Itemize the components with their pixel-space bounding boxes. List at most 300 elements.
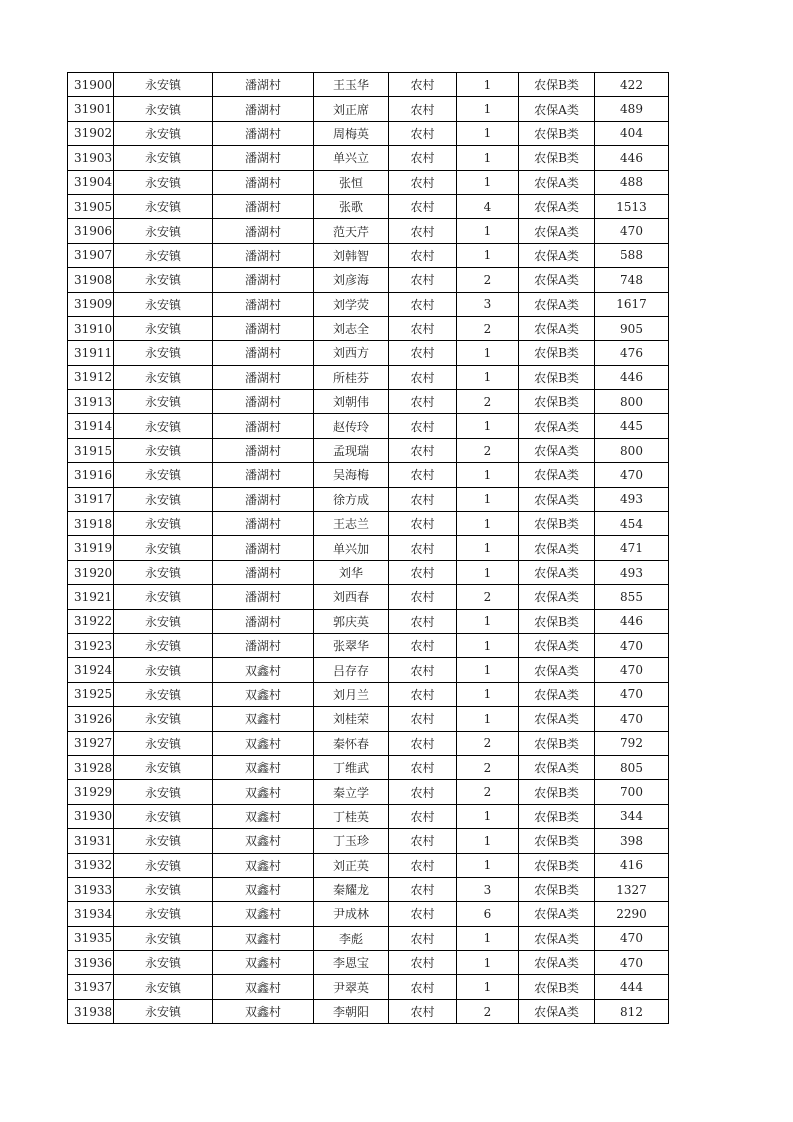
amount-cell: 1513 [595, 194, 669, 218]
row-id-cell: 31901 [68, 97, 114, 121]
table-row [68, 755, 669, 779]
town-cell: 永安镇 [114, 121, 213, 145]
household-type-cell: 农村 [389, 951, 457, 975]
town-cell: 永安镇 [114, 853, 213, 877]
row-id-cell: 31906 [68, 219, 114, 243]
insurance-category-cell: 农保B类 [519, 73, 595, 97]
insurance-category-cell: 农保A类 [519, 999, 595, 1023]
household-type-cell: 农村 [389, 829, 457, 853]
village-cell: 双鑫村 [213, 926, 314, 950]
member-count-cell: 1 [457, 560, 519, 584]
amount-cell: 812 [595, 999, 669, 1023]
table-row [68, 97, 669, 121]
member-count-cell: 1 [457, 658, 519, 682]
table-row [68, 926, 669, 950]
member-count-cell: 6 [457, 902, 519, 926]
amount-cell: 344 [595, 804, 669, 828]
household-type-cell: 农村 [389, 512, 457, 536]
person-name-cell: 李恩宝 [314, 951, 389, 975]
household-type-cell: 农村 [389, 438, 457, 462]
amount-cell: 446 [595, 146, 669, 170]
person-name-cell: 周梅英 [314, 121, 389, 145]
village-cell: 双鑫村 [213, 902, 314, 926]
amount-cell: 446 [595, 365, 669, 389]
member-count-cell: 2 [457, 268, 519, 292]
village-cell: 双鑫村 [213, 780, 314, 804]
household-type-cell: 农村 [389, 975, 457, 999]
row-id-cell: 31924 [68, 658, 114, 682]
village-cell: 潘湖村 [213, 512, 314, 536]
person-name-cell: 刘月兰 [314, 682, 389, 706]
row-id-cell: 31938 [68, 999, 114, 1023]
town-cell: 永安镇 [114, 170, 213, 194]
household-type-cell: 农村 [389, 463, 457, 487]
village-cell: 双鑫村 [213, 755, 314, 779]
amount-cell: 471 [595, 536, 669, 560]
row-id-cell: 31930 [68, 804, 114, 828]
household-type-cell: 农村 [389, 341, 457, 365]
insurance-category-cell: 农保A类 [519, 243, 595, 267]
town-cell: 永安镇 [114, 512, 213, 536]
village-cell: 潘湖村 [213, 585, 314, 609]
member-count-cell: 1 [457, 853, 519, 877]
amount-cell: 416 [595, 853, 669, 877]
member-count-cell: 4 [457, 194, 519, 218]
insurance-category-cell: 农保A类 [519, 170, 595, 194]
member-count-cell: 3 [457, 292, 519, 316]
member-count-cell: 1 [457, 219, 519, 243]
member-count-cell: 2 [457, 438, 519, 462]
household-type-cell: 农村 [389, 560, 457, 584]
village-cell: 潘湖村 [213, 463, 314, 487]
table-row [68, 438, 669, 462]
person-name-cell: 刘学荧 [314, 292, 389, 316]
member-count-cell: 1 [457, 804, 519, 828]
person-name-cell: 赵传玲 [314, 414, 389, 438]
row-id-cell: 31935 [68, 926, 114, 950]
insurance-category-cell: 农保A类 [519, 268, 595, 292]
row-id-cell: 31925 [68, 682, 114, 706]
table-row [68, 877, 669, 901]
row-id-cell: 31917 [68, 487, 114, 511]
row-id-cell: 31909 [68, 292, 114, 316]
village-cell: 双鑫村 [213, 853, 314, 877]
table-row [68, 463, 669, 487]
member-count-cell: 1 [457, 682, 519, 706]
town-cell: 永安镇 [114, 633, 213, 657]
household-type-cell: 农村 [389, 853, 457, 877]
village-cell: 双鑫村 [213, 829, 314, 853]
town-cell: 永安镇 [114, 975, 213, 999]
member-count-cell: 1 [457, 951, 519, 975]
village-cell: 潘湖村 [213, 438, 314, 462]
member-count-cell: 1 [457, 146, 519, 170]
table-row [68, 707, 669, 731]
village-cell: 潘湖村 [213, 194, 314, 218]
person-name-cell: 吕存存 [314, 658, 389, 682]
member-count-cell: 1 [457, 73, 519, 97]
person-name-cell: 孟现瑞 [314, 438, 389, 462]
member-count-cell: 1 [457, 463, 519, 487]
village-cell: 双鑫村 [213, 951, 314, 975]
town-cell: 永安镇 [114, 829, 213, 853]
insurance-category-cell: 农保A类 [519, 951, 595, 975]
village-cell: 潘湖村 [213, 560, 314, 584]
person-name-cell: 刘朝伟 [314, 390, 389, 414]
person-name-cell: 单兴加 [314, 536, 389, 560]
village-cell: 潘湖村 [213, 146, 314, 170]
table-row [68, 829, 669, 853]
insurance-category-cell: 农保B类 [519, 609, 595, 633]
town-cell: 永安镇 [114, 877, 213, 901]
amount-cell: 1617 [595, 292, 669, 316]
town-cell: 永安镇 [114, 609, 213, 633]
row-id-cell: 31920 [68, 560, 114, 584]
household-type-cell: 农村 [389, 585, 457, 609]
row-id-cell: 31921 [68, 585, 114, 609]
insurance-category-cell: 农保B类 [519, 121, 595, 145]
person-name-cell: 王玉华 [314, 73, 389, 97]
town-cell: 永安镇 [114, 316, 213, 340]
member-count-cell: 3 [457, 877, 519, 901]
person-name-cell: 所桂芬 [314, 365, 389, 389]
person-name-cell: 王志兰 [314, 512, 389, 536]
village-cell: 潘湖村 [213, 73, 314, 97]
village-cell: 潘湖村 [213, 390, 314, 414]
town-cell: 永安镇 [114, 682, 213, 706]
town-cell: 永安镇 [114, 146, 213, 170]
person-name-cell: 吴海梅 [314, 463, 389, 487]
town-cell: 永安镇 [114, 755, 213, 779]
insurance-category-cell: 农保A类 [519, 219, 595, 243]
village-cell: 潘湖村 [213, 292, 314, 316]
household-type-cell: 农村 [389, 121, 457, 145]
village-cell: 潘湖村 [213, 365, 314, 389]
household-type-cell: 农村 [389, 682, 457, 706]
amount-cell: 805 [595, 755, 669, 779]
member-count-cell: 1 [457, 609, 519, 633]
insurance-category-cell: 农保A类 [519, 633, 595, 657]
household-type-cell: 农村 [389, 292, 457, 316]
town-cell: 永安镇 [114, 463, 213, 487]
person-name-cell: 刘桂荣 [314, 707, 389, 731]
member-count-cell: 2 [457, 316, 519, 340]
household-type-cell: 农村 [389, 365, 457, 389]
member-count-cell: 1 [457, 365, 519, 389]
insurance-category-cell: 农保A类 [519, 194, 595, 218]
village-cell: 潘湖村 [213, 609, 314, 633]
town-cell: 永安镇 [114, 341, 213, 365]
person-name-cell: 秦怀春 [314, 731, 389, 755]
row-id-cell: 31908 [68, 268, 114, 292]
person-name-cell: 刘正席 [314, 97, 389, 121]
person-name-cell: 范天芹 [314, 219, 389, 243]
insurance-category-cell: 农保B类 [519, 390, 595, 414]
table-row [68, 512, 669, 536]
insurance-category-cell: 农保A类 [519, 707, 595, 731]
household-type-cell: 农村 [389, 999, 457, 1023]
village-cell: 双鑫村 [213, 877, 314, 901]
town-cell: 永安镇 [114, 951, 213, 975]
person-name-cell: 丁玉珍 [314, 829, 389, 853]
row-id-cell: 31905 [68, 194, 114, 218]
person-name-cell: 刘华 [314, 560, 389, 584]
insurance-category-cell: 农保B类 [519, 731, 595, 755]
row-id-cell: 31904 [68, 170, 114, 194]
town-cell: 永安镇 [114, 73, 213, 97]
town-cell: 永安镇 [114, 219, 213, 243]
person-name-cell: 张歌 [314, 194, 389, 218]
row-id-cell: 31913 [68, 390, 114, 414]
household-type-cell: 农村 [389, 707, 457, 731]
table-row [68, 390, 669, 414]
town-cell: 永安镇 [114, 438, 213, 462]
household-type-cell: 农村 [389, 902, 457, 926]
person-name-cell: 秦耀龙 [314, 877, 389, 901]
member-count-cell: 2 [457, 731, 519, 755]
amount-cell: 493 [595, 560, 669, 584]
insurance-category-cell: 农保B类 [519, 780, 595, 804]
amount-cell: 792 [595, 731, 669, 755]
person-name-cell: 张恒 [314, 170, 389, 194]
town-cell: 永安镇 [114, 585, 213, 609]
town-cell: 永安镇 [114, 390, 213, 414]
table-row [68, 804, 669, 828]
amount-cell: 470 [595, 951, 669, 975]
table-row [68, 658, 669, 682]
household-type-cell: 农村 [389, 658, 457, 682]
town-cell: 永安镇 [114, 97, 213, 121]
village-cell: 潘湖村 [213, 316, 314, 340]
household-type-cell: 农村 [389, 146, 457, 170]
row-id-cell: 31907 [68, 243, 114, 267]
member-count-cell: 1 [457, 536, 519, 560]
person-name-cell: 李朝阳 [314, 999, 389, 1023]
insurance-category-cell: 农保A类 [519, 658, 595, 682]
row-id-cell: 31923 [68, 633, 114, 657]
insurance-category-cell: 农保A类 [519, 438, 595, 462]
person-name-cell: 刘西春 [314, 585, 389, 609]
table-row [68, 487, 669, 511]
table-row [68, 560, 669, 584]
member-count-cell: 1 [457, 487, 519, 511]
village-cell: 潘湖村 [213, 536, 314, 560]
town-cell: 永安镇 [114, 707, 213, 731]
village-cell: 潘湖村 [213, 268, 314, 292]
insurance-category-cell: 农保A类 [519, 414, 595, 438]
table-row [68, 219, 669, 243]
insurance-category-cell: 农保B类 [519, 512, 595, 536]
insurance-category-cell: 农保A类 [519, 902, 595, 926]
row-id-cell: 31926 [68, 707, 114, 731]
member-count-cell: 1 [457, 829, 519, 853]
insurance-category-cell: 农保A类 [519, 463, 595, 487]
insurance-category-cell: 农保B类 [519, 341, 595, 365]
amount-cell: 446 [595, 609, 669, 633]
insurance-category-cell: 农保A类 [519, 926, 595, 950]
table-row [68, 414, 669, 438]
amount-cell: 470 [595, 633, 669, 657]
amount-cell: 444 [595, 975, 669, 999]
village-cell: 双鑫村 [213, 975, 314, 999]
table-row [68, 341, 669, 365]
person-name-cell: 尹成林 [314, 902, 389, 926]
person-name-cell: 刘正英 [314, 853, 389, 877]
table-row [68, 633, 669, 657]
town-cell: 永安镇 [114, 999, 213, 1023]
row-id-cell: 31912 [68, 365, 114, 389]
row-id-cell: 31931 [68, 829, 114, 853]
amount-cell: 404 [595, 121, 669, 145]
village-cell: 双鑫村 [213, 707, 314, 731]
amount-cell: 454 [595, 512, 669, 536]
member-count-cell: 1 [457, 341, 519, 365]
table-row [68, 731, 669, 755]
person-name-cell: 秦立学 [314, 780, 389, 804]
table-row [68, 121, 669, 145]
amount-cell: 422 [595, 73, 669, 97]
data-table [67, 72, 669, 1024]
member-count-cell: 1 [457, 707, 519, 731]
table-row [68, 999, 669, 1023]
amount-cell: 800 [595, 390, 669, 414]
person-name-cell: 单兴立 [314, 146, 389, 170]
table-row [68, 585, 669, 609]
town-cell: 永安镇 [114, 658, 213, 682]
member-count-cell: 2 [457, 780, 519, 804]
insurance-category-cell: 农保B类 [519, 146, 595, 170]
member-count-cell: 1 [457, 414, 519, 438]
person-name-cell: 刘韩智 [314, 243, 389, 267]
town-cell: 永安镇 [114, 414, 213, 438]
row-id-cell: 31911 [68, 341, 114, 365]
table-row [68, 682, 669, 706]
member-count-cell: 1 [457, 633, 519, 657]
table-row [68, 194, 669, 218]
town-cell: 永安镇 [114, 560, 213, 584]
amount-cell: 470 [595, 658, 669, 682]
amount-cell: 470 [595, 926, 669, 950]
amount-cell: 445 [595, 414, 669, 438]
member-count-cell: 1 [457, 243, 519, 267]
row-id-cell: 31915 [68, 438, 114, 462]
village-cell: 潘湖村 [213, 414, 314, 438]
household-type-cell: 农村 [389, 877, 457, 901]
town-cell: 永安镇 [114, 243, 213, 267]
person-name-cell: 尹翠英 [314, 975, 389, 999]
insurance-category-cell: 农保B类 [519, 853, 595, 877]
town-cell: 永安镇 [114, 292, 213, 316]
amount-cell: 700 [595, 780, 669, 804]
table-row [68, 902, 669, 926]
amount-cell: 588 [595, 243, 669, 267]
insurance-category-cell: 农保B类 [519, 975, 595, 999]
village-cell: 潘湖村 [213, 121, 314, 145]
household-type-cell: 农村 [389, 536, 457, 560]
insurance-category-cell: 农保B类 [519, 365, 595, 389]
village-cell: 双鑫村 [213, 804, 314, 828]
row-id-cell: 31916 [68, 463, 114, 487]
village-cell: 双鑫村 [213, 999, 314, 1023]
row-id-cell: 31936 [68, 951, 114, 975]
person-name-cell: 刘彦海 [314, 268, 389, 292]
person-name-cell: 李彪 [314, 926, 389, 950]
household-type-cell: 农村 [389, 755, 457, 779]
village-cell: 潘湖村 [213, 170, 314, 194]
table-row [68, 365, 669, 389]
amount-cell: 470 [595, 707, 669, 731]
amount-cell: 470 [595, 219, 669, 243]
household-type-cell: 农村 [389, 268, 457, 292]
household-type-cell: 农村 [389, 804, 457, 828]
town-cell: 永安镇 [114, 902, 213, 926]
insurance-category-cell: 农保B类 [519, 877, 595, 901]
amount-cell: 398 [595, 829, 669, 853]
insurance-category-cell: 农保B类 [519, 829, 595, 853]
insurance-category-cell: 农保A类 [519, 560, 595, 584]
amount-cell: 470 [595, 463, 669, 487]
row-id-cell: 31914 [68, 414, 114, 438]
town-cell: 永安镇 [114, 268, 213, 292]
row-id-cell: 31937 [68, 975, 114, 999]
table-row [68, 146, 669, 170]
table-row [68, 609, 669, 633]
village-cell: 双鑫村 [213, 731, 314, 755]
insurance-category-cell: 农保B类 [519, 804, 595, 828]
household-type-cell: 农村 [389, 243, 457, 267]
member-count-cell: 1 [457, 975, 519, 999]
row-id-cell: 31922 [68, 609, 114, 633]
amount-cell: 470 [595, 682, 669, 706]
member-count-cell: 1 [457, 926, 519, 950]
row-id-cell: 31934 [68, 902, 114, 926]
town-cell: 永安镇 [114, 194, 213, 218]
amount-cell: 493 [595, 487, 669, 511]
town-cell: 永安镇 [114, 731, 213, 755]
table-row [68, 292, 669, 316]
household-type-cell: 农村 [389, 390, 457, 414]
household-type-cell: 农村 [389, 926, 457, 950]
amount-cell: 905 [595, 316, 669, 340]
row-id-cell: 31927 [68, 731, 114, 755]
household-type-cell: 农村 [389, 194, 457, 218]
amount-cell: 489 [595, 97, 669, 121]
insurance-category-cell: 农保A类 [519, 316, 595, 340]
person-name-cell: 张翠华 [314, 633, 389, 657]
member-count-cell: 2 [457, 999, 519, 1023]
town-cell: 永安镇 [114, 487, 213, 511]
member-count-cell: 1 [457, 170, 519, 194]
person-name-cell: 丁维武 [314, 755, 389, 779]
household-type-cell: 农村 [389, 73, 457, 97]
village-cell: 潘湖村 [213, 487, 314, 511]
household-type-cell: 农村 [389, 731, 457, 755]
table-row [68, 268, 669, 292]
insurance-category-cell: 农保A类 [519, 487, 595, 511]
household-type-cell: 农村 [389, 487, 457, 511]
table-row [68, 975, 669, 999]
person-name-cell: 刘志全 [314, 316, 389, 340]
row-id-cell: 31902 [68, 121, 114, 145]
table-row [68, 780, 669, 804]
town-cell: 永安镇 [114, 804, 213, 828]
row-id-cell: 31919 [68, 536, 114, 560]
member-count-cell: 1 [457, 121, 519, 145]
village-cell: 潘湖村 [213, 341, 314, 365]
insurance-category-cell: 农保A类 [519, 585, 595, 609]
amount-cell: 855 [595, 585, 669, 609]
member-count-cell: 2 [457, 585, 519, 609]
